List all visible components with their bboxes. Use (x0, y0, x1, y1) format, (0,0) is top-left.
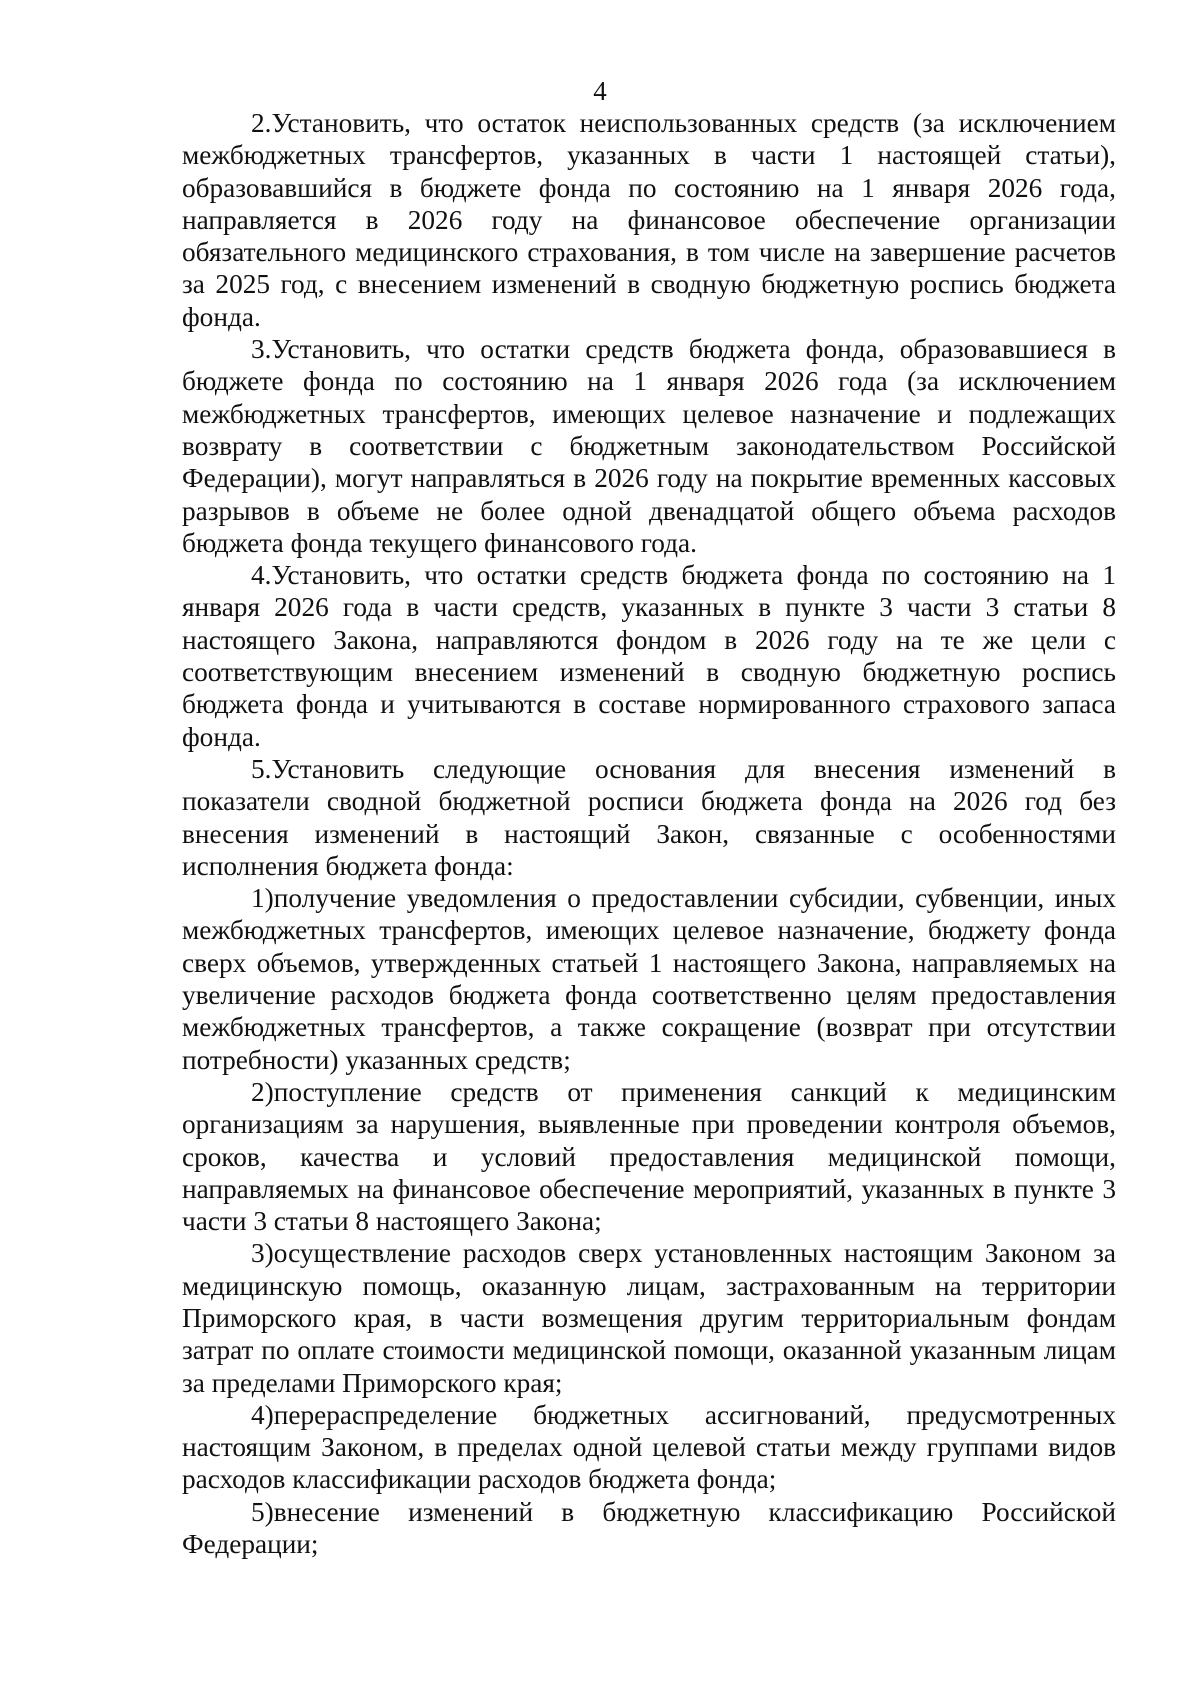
subparagraph-1: 1)получение уведомления о предоставлении субсидии, субвенции, иных межбюджетных трансфертов, имеющих целевое назначение, бюджету фонда сверх объемов, утвержденных статьей 1 настоящего Закона, направляемых на увеличение расходов бюджета фонда соответственно целям предоставления межбюджетных трансфертов, а также сокращение (возврат при отсутствии потребности) указанных средств; (182, 883, 1116, 1075)
paragraph-item-5: 5.Установить следующие основания для внесения изменений в показатели сводной бюджетной росписи бюджета фонда на 2026 год без внесения изменений в настоящий Закон, связанные с особенностями исполнения бюджета фонда: (182, 753, 1116, 881)
paragraph-item-2: 2.Установить, что остаток неиспользованных средств (за исключением межбюджетных трансфертов, указанных в части 1 настоящей статьи), образовавшийся в бюджете фонда по состоянию на 1 января 2026 года, направляется в 2026 году на финансовое обеспечение организации обязательного медицинского страхования, в том числе на завершение расчетов за 2025 год, с внесением изменений в сводную бюджетную роспись бюджета фонда. (182, 108, 1116, 332)
subparagraph-2: 2)поступление средств от применения санкций к медицинским организациям за нарушения, выявленные при проведении контроля объемов, сроков, качества и условий предоставления медицинской помощи, направляемых на финансовое обеспечение мероприятий, указанных в пункте 3 части 3 статьи 8 настоящего Закона; (182, 1076, 1116, 1237)
page-number: 4 (593, 76, 607, 106)
paragraph-item-4: 4.Установить, что остатки средств бюджета фонда по состоянию на 1 января 2026 года в части средств, указанных в пункте 3 части 3 статьи 8 настоящего Закона, направляются фондом в 2026 году на те же цели с соответствующим внесением изменений в сводную бюджетную роспись бюджета фонда и учитываются в составе нормированного страхового запаса фонда. (182, 560, 1116, 752)
document-body (182, 107, 1116, 1560)
subparagraph-5: 5)внесение изменений в бюджетную классификацию Российской Федерации; (182, 1496, 1116, 1560)
paragraph-item-3: 3.Установить, что остатки средств бюджета фонда, образовавшиеся в бюджете фонда по состоянию на 1 января 2026 года (за исключением межбюджетных трансфертов, имеющих целевое назначение и подлежащих возврату в соответствии с бюджетным законодательством Российской Федерации), могут направляться в 2026 году на покрытие временных кассовых разрывов в объеме не более одной двенадцатой общего объема расходов бюджета фонда текущего финансового года. (182, 334, 1116, 558)
subparagraph-4: 4)перераспределение бюджетных ассигнований, предусмотренных настоящим Законом, в пределах одной целевой статьи между группами видов расходов классификации расходов бюджета фонда; (182, 1399, 1116, 1495)
subparagraph-3: 3)осуществление расходов сверх установленных настоящим Законом за медицинскую помощь, оказанную лицам, застрахованным на территории Приморского края, в части возмещения другим территориальным фондам затрат по оплате стоимости медицинской помощи, оказанной указанным лицам за пределами Приморского края; (182, 1238, 1116, 1398)
